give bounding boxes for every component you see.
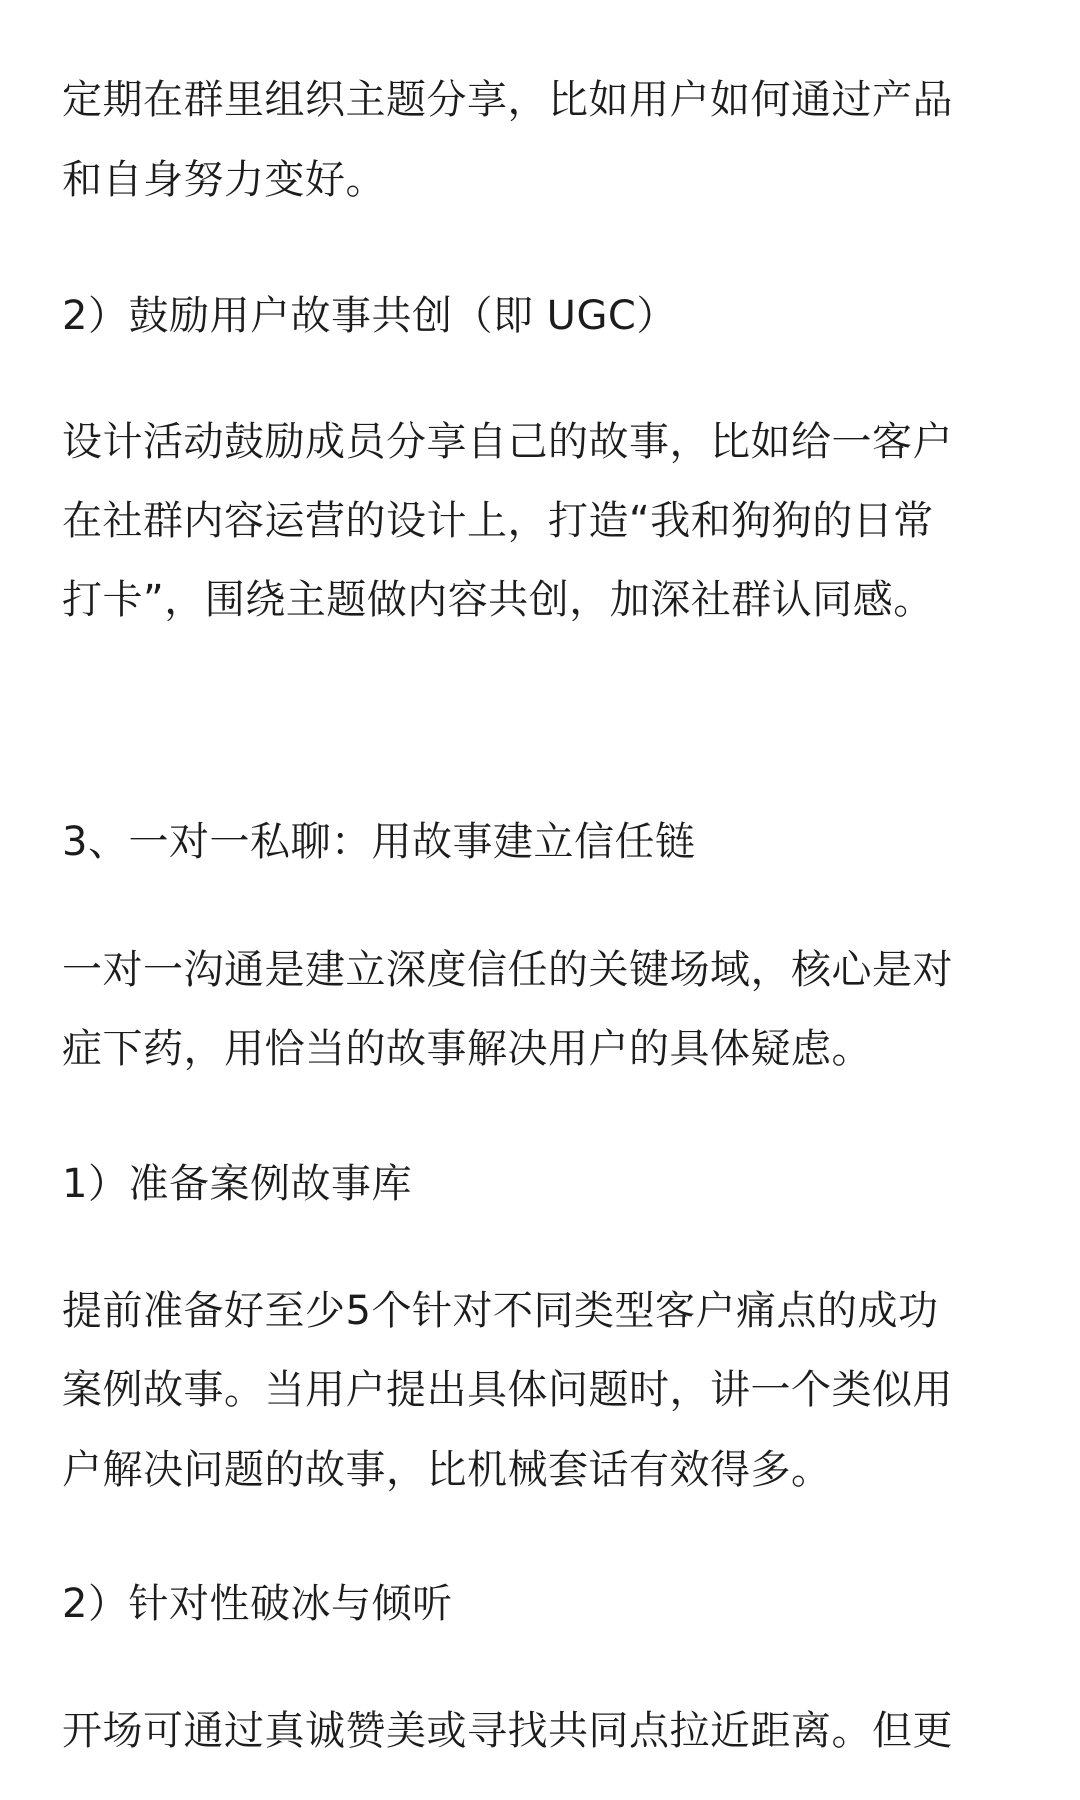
paragraph-line: 和自身努力变好。 [62, 157, 386, 203]
subheading-icebreaking: 2）针对性破冰与倾听 [62, 1581, 453, 1627]
section-heading-one-on-one: 3、一对一私聊：用故事建立信任链 [62, 819, 696, 865]
paragraph-line: 症下药，用恰当的故事解决用户的具体疑虑。 [62, 1026, 872, 1072]
paragraph-line: 户解决问题的故事，比机械套话有效得多。 [62, 1447, 832, 1493]
paragraph-line: 定期在群里组织主题分享，比如用户如何通过产品 [62, 77, 953, 123]
paragraph-line: 提前准备好至少5个针对不同类型客户痛点的成功 [62, 1288, 939, 1334]
paragraph-line: 一对一沟通是建立深度信任的关键场域，核心是对 [62, 947, 953, 993]
paragraph-line: 开场可通过真诚赞美或寻找共同点拉近距离。但更 [62, 1708, 953, 1754]
paragraph-line: 在社群内容运营的设计上，打造“我和狗狗的日常 [62, 498, 934, 544]
paragraph-line: 案例故事。当用户提出具体问题时，讲一个类似用 [62, 1367, 953, 1413]
paragraph-line: 设计活动鼓励成员分享自己的故事，比如给一客户 [62, 419, 953, 465]
subheading-case-library: 1）准备案例故事库 [62, 1161, 412, 1207]
paragraph-line: 打卡”，围绕主题做内容共创，加深社群认同感。 [62, 577, 934, 623]
subheading-encourage-ugc: 2）鼓励用户故事共创（即 UGC） [62, 293, 677, 339]
